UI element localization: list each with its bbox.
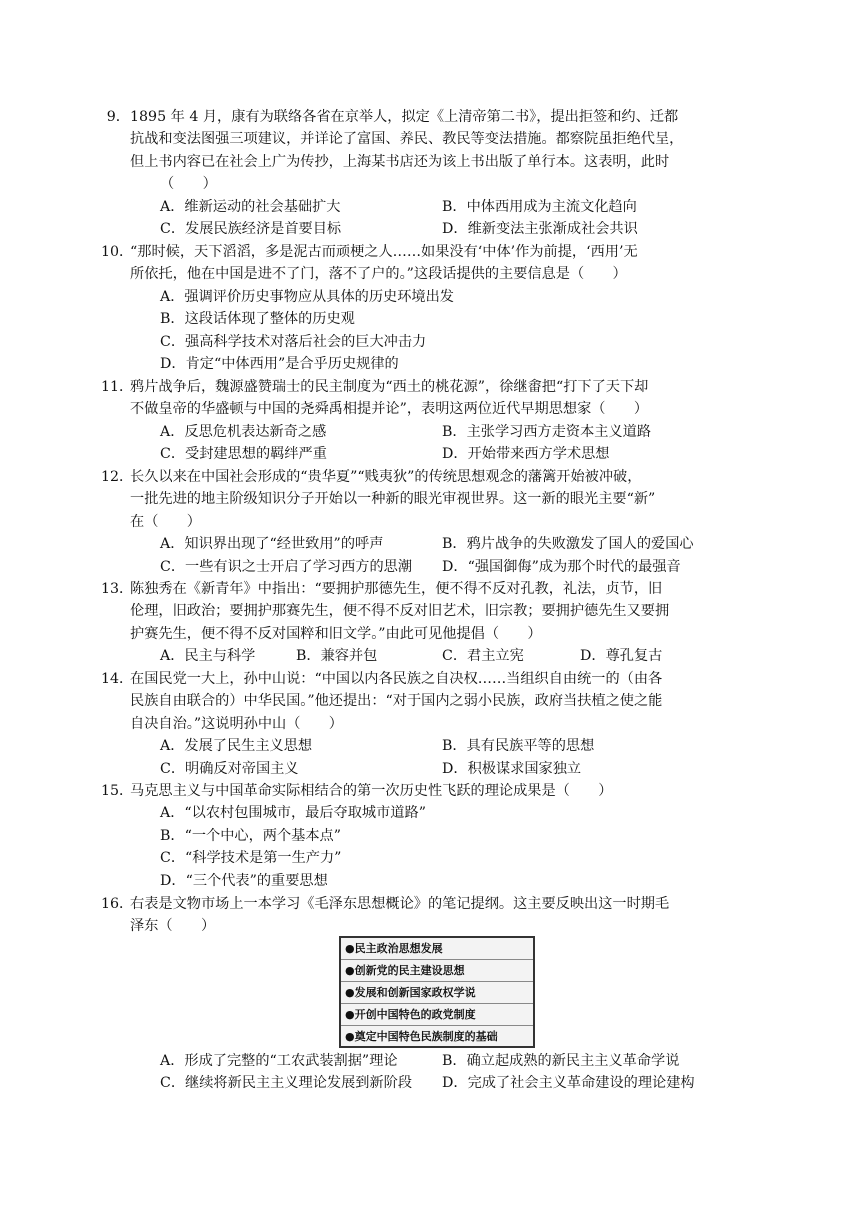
option-a: A．发展了民生主义思想: [160, 738, 313, 755]
question-15: [101, 780, 730, 892]
question-stem-line: 不做皇帝的华盛顿与中国的尧舜禹相提并论”，表明这两位近代早期思想家（ ）: [130, 401, 649, 418]
table-row: ●创新党的民主建设思想: [341, 960, 533, 982]
question-number: 16．: [101, 896, 134, 912]
option-c: C．发展民族经济是首要目标: [160, 220, 342, 237]
question-stem-line: 在（ ）: [130, 513, 201, 530]
option-b: B．中体西用成为主流文化趋向: [442, 198, 637, 215]
question-16-options: [130, 1050, 730, 1095]
question-10: [101, 241, 730, 375]
question-number: 13．: [101, 581, 134, 597]
option-a: A．维新运动的社会基础扩大: [160, 198, 341, 215]
option-c: C．明确反对帝国主义: [160, 760, 299, 777]
question-stem-line: “那时候，天下滔滔，多是泥古而顽梗之人……如果没有‘中体’作为前提，‘西用’无: [130, 244, 638, 260]
table-row: ●开创中国特色的政党制度: [341, 1004, 533, 1026]
option-a: A．形成了完整的“工农武装割据”理论: [160, 1053, 398, 1069]
table-row: ●发展和创新国家政权学说: [341, 982, 533, 1004]
question-12: [101, 466, 730, 578]
table-row: ●奠定中国特色民族制度的基础: [345, 1030, 498, 1043]
question-stem-line: 抗战和变法图强三项建议，并详论了富国、养民、教民等变法措施。都察院虽拒绝代呈，: [130, 131, 684, 148]
question-stem-line: 但上书内容已在社会上广为传抄，上海某书店还为该上书出版了单行本。这表明，此时: [130, 153, 670, 170]
question-stem-line: 民族自由联合的）中华民国。”他还提出：“对于国内之弱小民族，政府当扶植之使之能: [130, 693, 663, 710]
option-c: C．君主立宪: [442, 648, 524, 665]
option-d: D．开始带来西方学术思想: [442, 446, 610, 463]
option-a: A．强调评价历史事物应从具体的历史环境出发: [160, 288, 454, 305]
question-stem-line: 长久以来在中国社会形成的“贵华夏”“贱夷狄”的传统思想观念的藩篱开始被冲破，: [130, 469, 642, 485]
option-d: D．“三个代表”的重要思想: [160, 872, 328, 889]
option-b: B．鸦片战争的失败激发了国人的爱国心: [442, 536, 694, 553]
question-16: [101, 893, 730, 938]
option-b: B．确立起成熟的新民主主义革命学说: [442, 1053, 680, 1069]
question-number: 12．: [101, 469, 134, 485]
question-number: 9．: [106, 109, 130, 125]
question-stem-line: 鸦片战争后，魏源盛赞瑞士的民主制度为“西土的桃花源”，徐继畬把“打下了天下却: [130, 379, 649, 395]
option-c: C．强高科学技术对落后社会的巨大冲击力: [160, 333, 427, 350]
answer-blank: （ ）: [160, 176, 217, 193]
question-stem-line: 马克思主义与中国革命实际相结合的第一次历史性飞跃的理论成果是（ ）: [130, 783, 613, 799]
question-number: 14．: [101, 671, 134, 687]
question-stem-line: 右表是文物市场上一本学习《毛泽东思想概论》的笔记提纲。这主要反映出这一时期毛: [130, 896, 670, 912]
question-stem-line: 自决自治。”这说明孙中山（ ）: [130, 715, 343, 732]
table-row: ●民主政治思想发展: [341, 938, 533, 960]
option-d: D．完成了社会主义革命建设的理论建构: [442, 1075, 695, 1092]
question-13: [101, 578, 730, 668]
option-d: D．“强国御侮”成为那个时代的最强音: [442, 558, 681, 575]
option-a: A．知识界出现了“经世致用”的呼声: [160, 536, 384, 553]
question-stem-line: 1895 年 4 月，康有为联络各省在京举人，拟定《上清帝第二书》，提出拒签和约、迁都: [130, 109, 679, 125]
option-b: B．主张学习西方走资本主义道路: [442, 423, 652, 440]
option-d: D．积极谋求国家独立: [442, 760, 582, 777]
notes-outline-table: [339, 936, 535, 1048]
question-stem-line: 一批先进的地主阶级知识分子开始以一种新的眼光审视世界。这一新的眼光主要“新”: [130, 491, 656, 508]
question-stem-line: 护赛先生，便不得不反对国粹和旧文学。”由此可见他提倡（ ）: [130, 625, 542, 642]
option-a: A．民主与科学: [160, 648, 256, 665]
question-number: 11．: [101, 379, 134, 395]
question-stem-line: 所依托，他在中国是进不了门，落不了户的。”这段话提供的主要信息是（ ）: [130, 266, 627, 283]
question-stem-line: 泽东（ ）: [130, 918, 216, 935]
option-c: C．“科学技术是第一生产力”: [160, 850, 342, 867]
option-b: B．兼容并包: [296, 648, 378, 665]
option-a: A．反思危机表达新奇之感: [160, 423, 327, 440]
option-a: A．“以农村包围城市，最后夺取城市道路”: [160, 805, 426, 822]
option-c: C．一些有识之士开启了学习西方的思潮: [160, 558, 413, 575]
option-b: B．这段话体现了整体的历史观: [160, 311, 355, 328]
option-b: B．具有民族平等的思想: [442, 738, 595, 755]
option-c: C．继续将新民主主义理论发展到新阶段: [160, 1075, 413, 1092]
question-stem-line: 伦理，旧政治；要拥护那赛先生，便不得不反对旧艺术，旧宗教；要拥护德先生又要拥: [130, 603, 670, 620]
option-d: D．尊孔复古: [580, 648, 663, 665]
question-number: 15．: [101, 783, 134, 799]
option-c: C．受封建思想的羁绊严重: [160, 446, 327, 463]
option-d: D．维新变法主张渐成社会共识: [442, 220, 638, 237]
question-14: [101, 668, 730, 780]
question-11: [101, 376, 730, 466]
question-number: 10．: [101, 244, 134, 260]
option-d: D．肯定“中体西用”是合乎历史规律的: [160, 355, 399, 372]
option-b: B．“一个中心，两个基本点”: [160, 827, 341, 844]
question-9: [106, 106, 730, 240]
question-stem-line: 陈独秀在《新青年》中指出：“要拥护那德先生，便不得不反对孔教，礼法，贞节，旧: [130, 581, 663, 597]
question-stem-line: 在国民党一大上，孙中山说：“中国以内各民族之自决权……当组织自由统一的（由各: [130, 671, 663, 687]
